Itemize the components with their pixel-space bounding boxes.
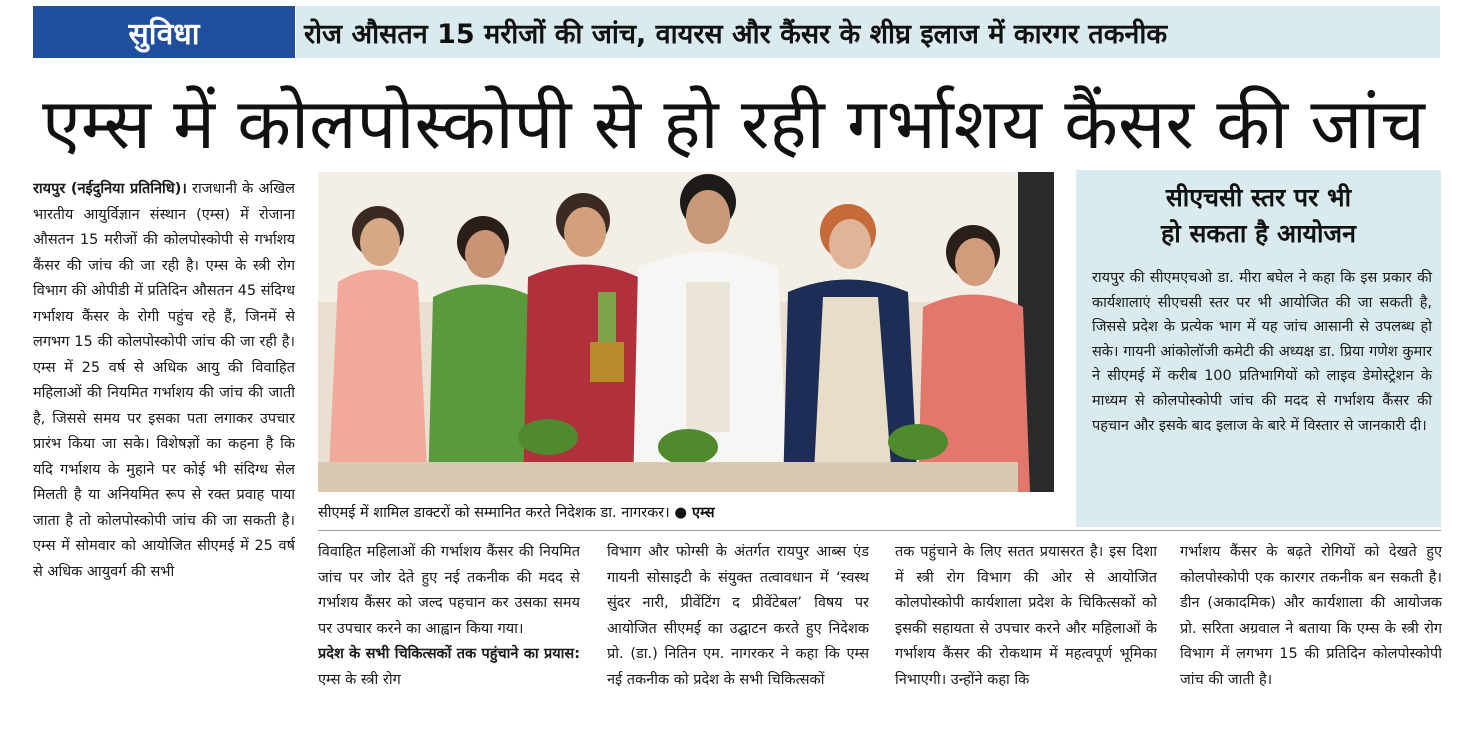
photo-credit: ● एम्स xyxy=(674,505,715,521)
sidebar-box xyxy=(1076,170,1441,527)
column-4-text: तक पहुंचाने के लिए सतत प्रयासरत है। इस दिशा में स्त्री रोग विभाग की ओर से आयोजित कोलपोस्कोपी कार्यशाला प्रदेश के चिकित्सकों को इसकी सहायता से उपचार करने और महिलाओं के गर्भाशय कैंसर की रोकथाम में महत्वपूर्ण भूमिका निभाएगी। उन्होंने कहा कि xyxy=(895,544,1157,688)
article-column-3 xyxy=(607,540,869,735)
article-column-5 xyxy=(1180,540,1442,735)
sidebar-body: रायपुर की सीएमएचओ डा. मीरा बघेल ने कहा कि इस प्रकार की कार्यशालाएं सीएचसी स्तर पर भी आयोजित की जा सकती है, जिससे प्रदेश के प्रत्येक भाग में यह जांच आसानी से उपलब्ध हो सके। गायनी आंकोलॉजी कमेटी की अध्यक्ष डा. प्रिया गणेश कुमार ने सीएमई में करीब 100 प्रतिभागियों को लाइव डेमोस्ट्रेशन के माध्यम से कोलपोस्कोपी जांच की मदद से गर्भाशय कैंसर की पहचान और इसके बाद इलाज के बारे में विस्तार से जानकारी दी। xyxy=(1092,270,1432,434)
article-column-2 xyxy=(318,540,580,735)
sidebar-heading xyxy=(1076,180,1441,252)
column-1-text: राजधानी के अखिल भारतीय आयुर्विज्ञान संस्थान (एम्स) में रोजाना औसतन 15 मरीजों की कोलपोस्कोपी से गर्भाशय कैंसर की जांच की जा रही है। एम्स के स्त्री रोग विभाग की ओपीडी में प्रतिदिन औसतन 45 संदिग्ध गर्भाशय कैंसर के रोगी पहुंच रहे हैं, जिनमें से लगभग 15 की कोलपोस्कोपी जांच की जा रही है। एम्स में 25 वर्ष से अधिक आयु की विवाहित महिलाओं की नियमित गर्भाशय की जांच की जाती है, जिससे समय पर इसका पता लगाकर उपचार प्रारंभ किया जा सके। विशेषज्ञों का कहना है कि यदि गर्भाशय के मुहाने पर कोई भी संदिग्ध सेल मिलती है या अनियमित रूप से रक्त प्रवाह पाया जाता है तो कोलपोस्कोपी जांच की जा सकती है। एम्स में सोमवार को आयोजित सीएमई में 25 वर्ष से अधिक आयुवर्ग की सभी xyxy=(33,181,295,580)
article-column-4 xyxy=(895,540,1157,735)
caption-text: सीएमई में शामिल डाक्टरों को सम्मानित करते निदेशक डा. नागरकर। xyxy=(318,505,670,521)
strapline: रोज औसतन 15 मरीजों की जांच, वायरस और कैंसर के शीघ्र इलाज में कारगर तकनीक xyxy=(296,6,1440,58)
sidebar-heading-line-2: हो सकता है आयोजन xyxy=(1161,219,1356,248)
article-column-1 xyxy=(33,177,295,735)
column-2-text: विवाहित महिलाओं की गर्भाशय कैंसर की नियमित जांच पर जोर देते हुए नई तकनीक की मदद से गर्भाशय कैंसर को जल्द पहचान कर उसका समय पर उपचार करने का आह्वान किया गया। xyxy=(318,544,580,637)
subheading: प्रदेश के सभी चिकित्सकों तक पहुंचाने का प्रयास: xyxy=(318,646,580,662)
column-3-text: विभाग और फोग्सी के अंतर्गत रायपुर आब्स एंड गायनी सोसाइटी के संयुक्त तत्वावधान में ‘स्वस्थ सुंदर नारी, प्रीवेंटिंग द प्रीवेंटेबल’ विषय पर आयोजित सीएमई का उद्घाटन करते हुए निदेशक प्रो. (डा.) नितिन एम. नागरकर ने कहा कि एम्स नई तकनीक को प्रदेश के सभी चिकित्सकों xyxy=(607,544,869,688)
section-tag: सुविधा xyxy=(33,6,295,58)
photo-caption xyxy=(318,500,1054,526)
photo-illustration xyxy=(318,172,1054,492)
column-2-tail: एम्स के स्त्री रोग xyxy=(318,671,401,688)
headline: एम्स में कोलपोस्कोपी से हो रही गर्भाशय कैंसर की जांच xyxy=(42,83,1425,165)
dateline: रायपुर (नईदुनिया प्रतिनिधि)। xyxy=(33,181,187,197)
column-5-text: गर्भाशय कैंसर के बढ़ते रोगियों को देखते हुए कोलपोस्कोपी एक कारगर तकनीक बन सकती है। डीन (अकादमिक) और कार्यशाला की आयोजक प्रो. सरिता अग्रवाल ने बताया कि एम्स के स्त्री रोग विभाग में लगभग 15 की प्रतिदिन कोलपोस्कोपी जांच की जाती है। xyxy=(1180,544,1442,688)
column-divider xyxy=(318,530,1441,531)
news-photo xyxy=(318,172,1054,492)
sidebar-heading-line-1: सीएचसी स्तर पर भी xyxy=(1165,183,1352,212)
